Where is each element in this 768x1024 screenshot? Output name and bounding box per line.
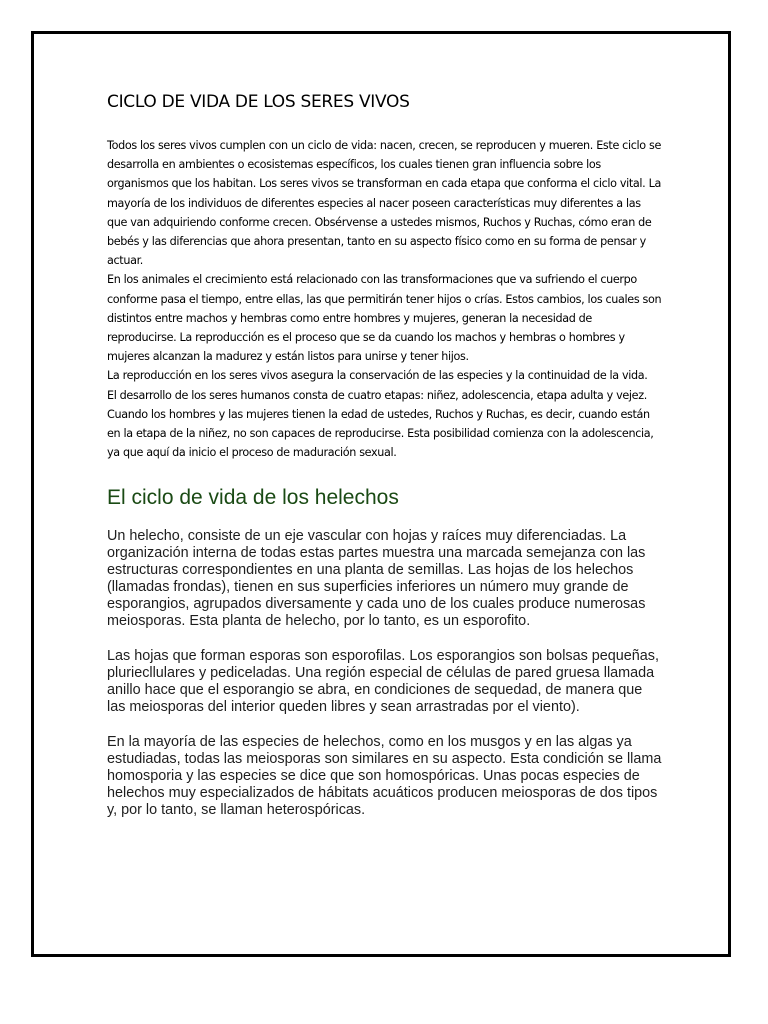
paragraph: Un helecho, consiste de un eje vascular con hojas y raíces muy diferenciadas. La organización interna de todas estas partes muestra una marcada semejanza con las estructuras correspondientes en una planta de semillas. Las hojas de los helechos (llamadas frondas), tienen en sus superficies inferiores un número muy grande de esporangios, agrupados diversamente y cada uno de los cuales produce numerosas meiosporas. Esta planta de helecho, por lo tanto, es un esporofito. xyxy=(107,528,646,630)
paragraph: En la mayoría de las especies de helechos, como en los musgos y en las algas ya estudiadas, todas las meiosporas son similares en su aspecto. Esta condición se llama homosporia y las especies se dice que son homospóricas. Unas pocas especies de helechos muy especializados de hábitats acuáticos producen meiosporas de dos tipos y, por lo tanto, se llaman heterospóricas. xyxy=(107,734,662,819)
section-body-ciclo-de-vida xyxy=(107,136,663,462)
section-title-helechos: El ciclo de vida de los helechos xyxy=(107,486,399,510)
document-content xyxy=(107,90,663,837)
paragraph: Todos los seres vivos cumplen con un ciclo de vida: nacen, crecen, se reproducen y mueren. Este ciclo se desarrolla en ambientes o ecosistemas específicos, los cuales tienen gran influencia sobre los organismos que los habitan. Los seres vivos se transforman en cada etapa que conforma el ciclo vital. La mayoría de los individuos de diferentes especies al nacer poseen características muy diferentes a las que van adquiriendo conforme crecen. Obsérvense a ustedes mismos, Ruchos y Ruchas, cómo eran de bebés y las diferencias que ahora presentan, tanto en su aspecto físico como en su forma de pensar y actuar. xyxy=(107,139,662,268)
section-title-ciclo-de-vida: CICLO DE VIDA DE LOS SERES VIVOS xyxy=(107,92,410,112)
paragraph: El desarrollo de los seres humanos consta de cuatro etapas: niñez, adolescencia, etapa adulta y vejez. Cuando los hombres y las mujeres tienen la edad de ustedes, Ruchos y Ruchas, es decir, cuando están en la etapa de la niñez, no son capaces de reproducirse. Esta posibilidad comienza con la adolescencia, ya que aquí da inicio el proceso de maduración sexual. xyxy=(107,388,654,460)
paragraph: Las hojas que forman esporas son esporofilas. Los esporangios son bolsas pequeñas, pluriecllulares y pediceladas. Una región especial de células de pared gruesa llamada anillo hace que el esporangio se abra, en condiciones de sequedad, de manera que las meiosporas del interior queden libres y sean arrastradas por el viento). xyxy=(107,648,659,716)
paragraph: En los animales el crecimiento está relacionado con las transformaciones que va sufriendo el cuerpo conforme pasa el tiempo, entre ellas, las que permitirán tener hijos o crías. Estos cambios, los cuales son distintos entre machos y hembras como entre hombres y mujeres, generan la necesidad de reproducirse. La reproducción es el proceso que se da cuando los machos y hembras o hombres y mujeres alcanzan la madurez y están listos para unirse y tener hijos. xyxy=(107,273,662,364)
paragraph: La reproducción en los seres vivos asegura la conservación de las especies y la continuidad de la vida. xyxy=(107,369,648,383)
section-body-helechos xyxy=(107,528,663,819)
